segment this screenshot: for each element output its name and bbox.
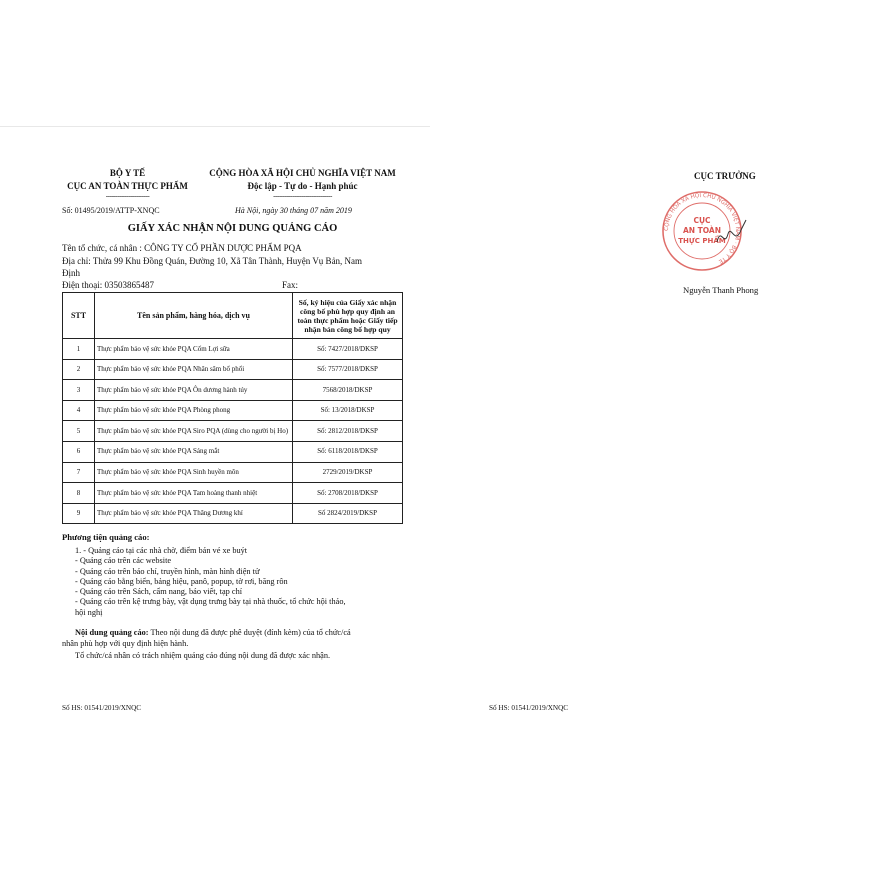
file-number-right: Số HS: 01541/2019/XNQC <box>489 704 569 712</box>
table-row <box>63 380 403 401</box>
official-stamp <box>651 190 753 272</box>
list-item: - Quảng cáo trên kệ trưng bày, vật dụng trưng bày tại nhà thuốc, tổ chức hội thảo, <box>75 597 346 607</box>
cell-name: Thực phẩm bảo vệ sức khỏe PQA Sáng mắt <box>95 441 293 462</box>
table-row <box>63 483 403 504</box>
content-text-cont: nhân phù hợp với quy định hiện hành. <box>62 639 189 648</box>
org-name: Tên tổ chức, cá nhân : CÔNG TY CỔ PHẦN DƯỢC PHẨM PQA <box>62 243 302 253</box>
country-motto: CỘNG HÒA XÃ HỘI CHỦ NGHĨA VIỆT NAM <box>209 168 396 178</box>
motto-subtitle: Độc lập - Tự do - Hạnh phúc <box>247 181 358 191</box>
cell-name: Thực phẩm bảo vệ sức khỏe PQA Ôn dương hành túy <box>95 380 293 401</box>
table-row <box>63 441 403 462</box>
content-label: Nội dung quảng cáo: <box>75 628 149 637</box>
cell-num: Số: 6118/2018/DKSP <box>293 441 403 462</box>
cell-num: Số: 7577/2018/DKSP <box>293 359 403 380</box>
table-header-row <box>63 293 403 339</box>
document-title: GIẤY XÁC NHẬN NỘI DUNG QUẢNG CÁO <box>127 223 338 234</box>
org-address-cont: Định <box>62 268 80 278</box>
table-row <box>63 400 403 421</box>
cell-stt: 1 <box>63 339 95 360</box>
content-text: Theo nội dung đã được phê duyệt (đính kèm) của tổ chức/cá <box>148 628 351 637</box>
table-row <box>63 503 403 524</box>
page-top-border <box>0 126 430 127</box>
header-stt: STT <box>63 293 95 339</box>
content-section <box>75 628 410 638</box>
cell-num: Số: 2812/2018/DKSP <box>293 421 403 442</box>
table-row <box>63 339 403 360</box>
cell-name: Thực phẩm bảo vệ sức khỏe PQA Cốm Lợi sữa <box>95 339 293 360</box>
agency-name: CỤC AN TOÀN THỰC PHẨM <box>67 181 188 191</box>
stamp-line3: THỰC PHẨM <box>678 237 726 245</box>
org-phone: Điện thoại: 03503865487 <box>62 280 154 290</box>
cell-name: Thực phẩm bảo vệ sức khỏe PQA Nhân sâm bổ phổi <box>95 359 293 380</box>
list-item: - Quảng cáo bằng biển, bảng hiệu, panô, popup, tờ rơi, băng rôn <box>75 576 288 586</box>
list-item: - Quảng cáo trên báo chí, truyền hình, màn hình điện tử <box>75 566 260 576</box>
cell-stt: 4 <box>63 400 95 421</box>
left-divider: ----------------------- <box>105 192 150 200</box>
header-certificate: Số, ký hiệu của Giấy xác nhận công bố phù hợp quy định an toàn thực phẩm hoặc Giấy tiếp nhận bản công bố hợp quy <box>293 293 403 339</box>
cell-stt: 6 <box>63 441 95 462</box>
products-table <box>62 292 403 524</box>
org-address: Địa chỉ: Thửa 99 Khu Đồng Quán, Đường 10, Xã Tân Thành, Huyện Vụ Bản, Nam <box>62 256 363 266</box>
cell-stt: 3 <box>63 380 95 401</box>
cell-num: 7568/2018/DKSP <box>293 380 403 401</box>
cell-name: Thực phẩm bảo vệ sức khỏe PQA Tam hoàng thanh nhiệt <box>95 483 293 504</box>
stamp-line2: AN TOÀN <box>682 226 722 235</box>
cell-stt: 8 <box>63 483 95 504</box>
cell-stt: 7 <box>63 462 95 483</box>
ministry-name: BỘ Y TẾ <box>109 168 146 178</box>
cell-num: Số: 13/2018/DKSP <box>293 400 403 421</box>
media-heading: Phương tiện quảng cáo: <box>62 532 150 542</box>
cell-name: Thực phẩm bảo vệ sức khỏe PQA Siro PQA (dùng cho người bị Ho) <box>95 421 293 442</box>
signer-name: Nguyễn Thanh Phong <box>683 285 759 295</box>
table-row <box>63 421 403 442</box>
place-date: Hà Nội, ngày 30 tháng 07 năm 2019 <box>235 206 352 215</box>
table-row <box>63 359 403 380</box>
table-row <box>63 462 403 483</box>
list-item: - Quảng cáo trên Sách, cẩm nang, báo viết, tạp chí <box>75 587 243 597</box>
cell-num: 2729/2019/DKSP <box>293 462 403 483</box>
list-item: hội nghị <box>75 607 103 617</box>
file-number-left: Số HS: 01541/2019/XNQC <box>62 704 142 712</box>
stamp-line1: CỤC <box>693 216 711 225</box>
right-divider: ------------------------------- <box>273 192 332 200</box>
signer-title: CỤC TRƯỞNG <box>694 171 756 181</box>
stamp-ring-text: CỘNG HÒA XÃ HỘI CHỦ NGHĨA VIỆT NAM · BỘ Y TẾ <box>663 192 741 265</box>
cell-name: Thực phẩm bảo vệ sức khỏe PQA Thăng Dương khí <box>95 503 293 524</box>
document-number: Số: 01495/2019/ATTP-XNQC <box>62 206 160 215</box>
header-product: Tên sản phẩm, hàng hóa, dịch vụ <box>95 293 293 339</box>
cell-stt: 9 <box>63 503 95 524</box>
cell-name: Thực phẩm bảo vệ sức khỏe PQA Phòng phong <box>95 400 293 421</box>
responsibility-note: Tổ chức/cá nhân có trách nhiệm quảng cáo đúng nội dung đã được xác nhận. <box>75 651 331 660</box>
cell-stt: 5 <box>63 421 95 442</box>
cell-num: Số: 7427/2018/DKSP <box>293 339 403 360</box>
cell-num: Số: 2708/2018/DKSP <box>293 483 403 504</box>
cell-stt: 2 <box>63 359 95 380</box>
cell-num: Số 2824/2019/DKSP <box>293 503 403 524</box>
org-fax: Fax: <box>282 280 299 290</box>
list-item: 1. - Quảng cáo tại các nhà chờ, điểm bán vé xe buýt <box>75 546 248 555</box>
media-list <box>75 546 346 618</box>
cell-name: Thực phẩm bảo vệ sức khỏe PQA Sinh huyền môn <box>95 462 293 483</box>
list-item: - Quảng cáo trên các website <box>75 556 172 566</box>
